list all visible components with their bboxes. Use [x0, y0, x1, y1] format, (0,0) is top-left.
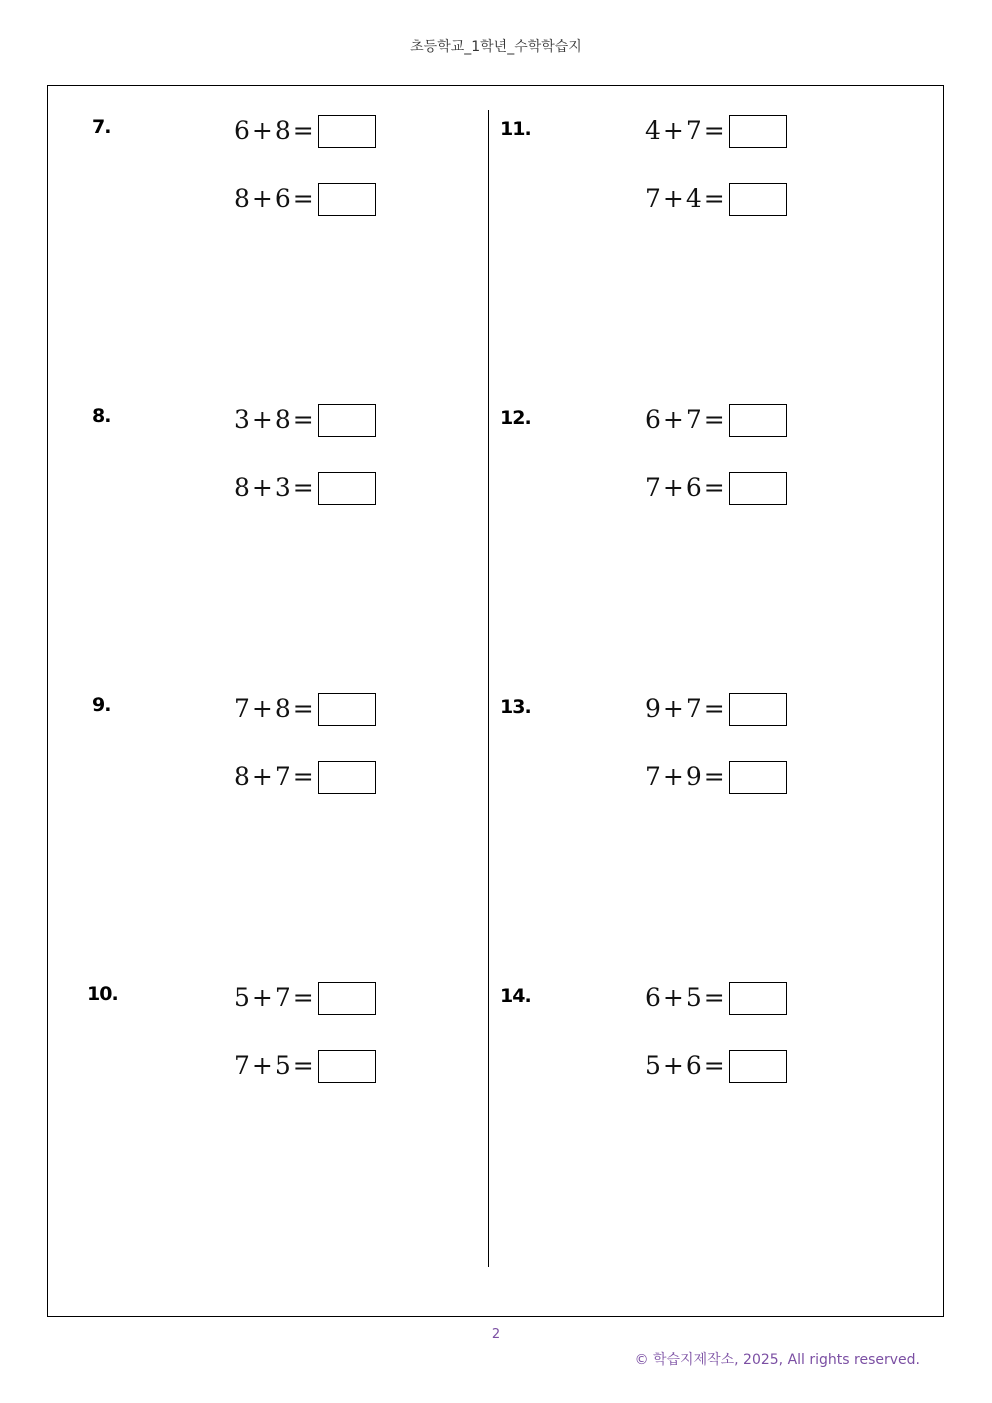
column-divider: [488, 110, 489, 1267]
equation-row: [234, 981, 376, 1015]
equation-expression: 7+8=: [234, 694, 314, 723]
problem-number: 8.: [92, 405, 111, 427]
equation-expression: 8+7=: [234, 762, 314, 791]
equation-row: [234, 471, 376, 505]
equation-row: [234, 1049, 376, 1083]
equation-expression: 8+6=: [234, 184, 314, 213]
equation-row: [645, 471, 787, 505]
copyright-notice: © 학습지제작소, 2025, All rights reserved.: [634, 1352, 920, 1368]
answer-box[interactable]: [318, 472, 376, 505]
equation-row: [234, 760, 376, 794]
equation-expression: 9+7=: [645, 694, 725, 723]
answer-box[interactable]: [318, 183, 376, 216]
equation-row: [645, 760, 787, 794]
problem-number: 12.: [500, 407, 531, 429]
equation-row: [645, 182, 787, 216]
problem-number: 11.: [500, 118, 531, 140]
answer-box[interactable]: [318, 982, 376, 1015]
problem-number: 7.: [92, 116, 111, 138]
equation-expression: 7+5=: [234, 1051, 314, 1080]
answer-box[interactable]: [729, 693, 787, 726]
equation-expression: 6+7=: [645, 405, 725, 434]
equation-expression: 7+6=: [645, 473, 725, 502]
equation-row: [645, 403, 787, 437]
equation-expression: 7+4=: [645, 184, 725, 213]
equation-row: [645, 114, 787, 148]
problem-number: 14.: [500, 985, 531, 1007]
answer-box[interactable]: [318, 115, 376, 148]
answer-box[interactable]: [729, 115, 787, 148]
equation-row: [645, 981, 787, 1015]
equation-expression: 4+7=: [645, 116, 725, 145]
equation-expression: 5+7=: [234, 983, 314, 1012]
equation-expression: 6+5=: [645, 983, 725, 1012]
answer-box[interactable]: [729, 183, 787, 216]
equation-expression: 7+9=: [645, 762, 725, 791]
equation-expression: 8+3=: [234, 473, 314, 502]
answer-box[interactable]: [318, 693, 376, 726]
worksheet-title: 초등학교_1학년_수학학습지: [410, 39, 582, 55]
answer-box[interactable]: [729, 404, 787, 437]
answer-box[interactable]: [318, 761, 376, 794]
equation-expression: 5+6=: [645, 1051, 725, 1080]
equation-row: [234, 692, 376, 726]
problem-number: 9.: [92, 694, 111, 716]
answer-box[interactable]: [318, 1050, 376, 1083]
answer-box[interactable]: [729, 982, 787, 1015]
equation-expression: 3+8=: [234, 405, 314, 434]
equation-row: [645, 1049, 787, 1083]
worksheet-frame: [47, 85, 944, 1317]
problem-number: 13.: [500, 696, 531, 718]
equation-row: [234, 182, 376, 216]
answer-box[interactable]: [318, 404, 376, 437]
page-number: 2: [491, 1327, 501, 1342]
equation-row: [234, 114, 376, 148]
equation-row: [645, 692, 787, 726]
equation-expression: 6+8=: [234, 116, 314, 145]
answer-box[interactable]: [729, 1050, 787, 1083]
problem-number: 10.: [87, 983, 118, 1005]
equation-row: [234, 403, 376, 437]
answer-box[interactable]: [729, 761, 787, 794]
answer-box[interactable]: [729, 472, 787, 505]
